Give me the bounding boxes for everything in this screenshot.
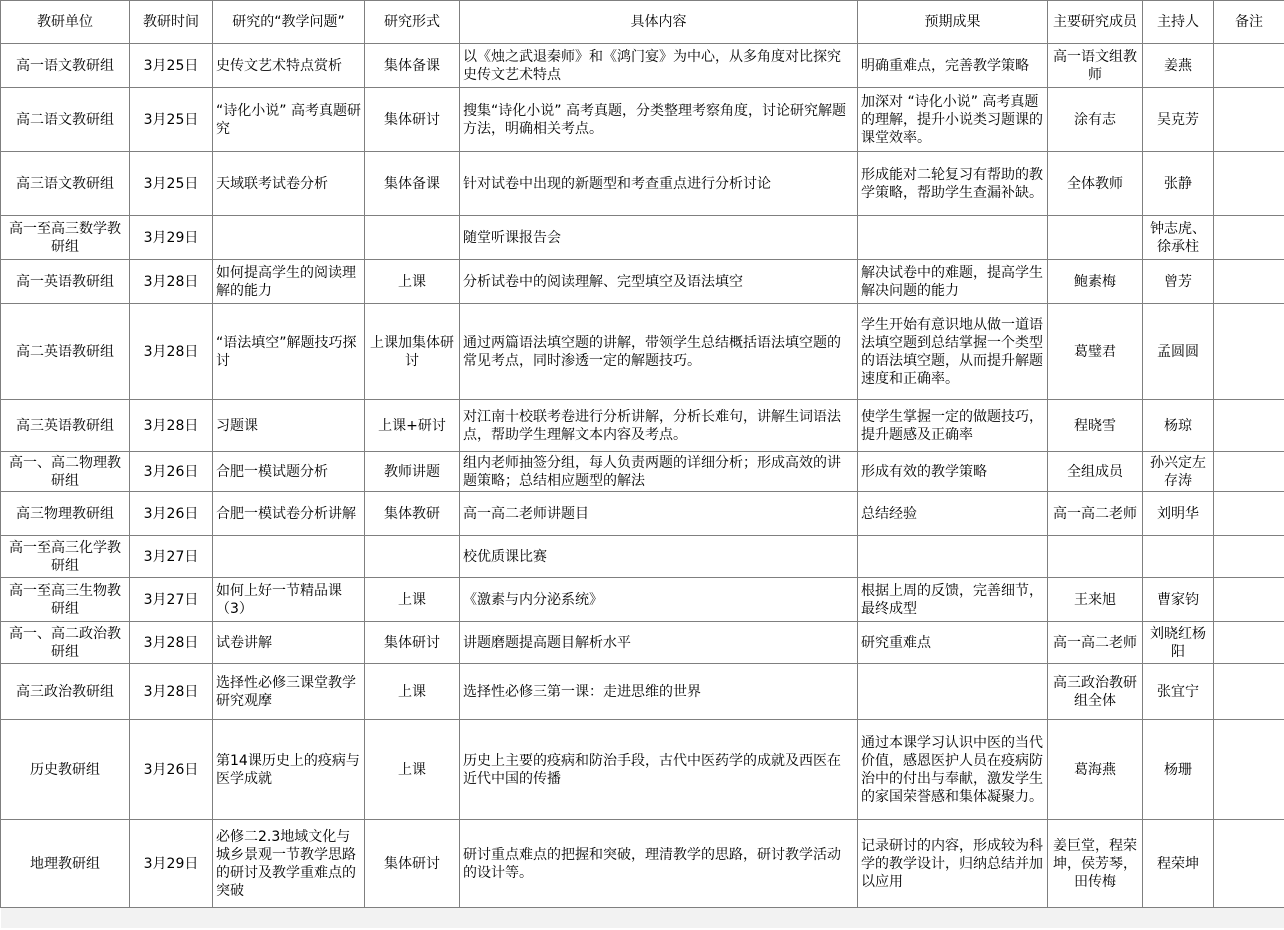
time-cell: 3月28日 [130, 664, 213, 720]
note-cell [1214, 304, 1284, 400]
header-content: 具体内容 [460, 1, 858, 44]
outcome-cell [858, 216, 1048, 260]
problem-cell: “诗化小说” 高考真题研究 [213, 88, 365, 152]
form-cell: 上课+研讨 [365, 400, 460, 452]
table-row [1, 622, 1284, 664]
unit-cell: 高一至高三化学教研组 [1, 536, 130, 578]
members-cell [1048, 216, 1143, 260]
problem-cell: 如何提高学生的阅读理解的能力 [213, 260, 365, 304]
table-row [1, 304, 1284, 400]
host-cell: 张静 [1143, 152, 1214, 216]
content-cell: 校优质课比赛 [460, 536, 858, 578]
note-cell [1214, 400, 1284, 452]
form-cell: 上课 [365, 720, 460, 820]
members-cell: 高一高二老师 [1048, 492, 1143, 536]
problem-cell: 如何上好一节精品课（3） [213, 578, 365, 622]
note-cell [1214, 664, 1284, 720]
form-cell: 集体备课 [365, 44, 460, 88]
content-cell: 历史上主要的疫病和防治手段，古代中医药学的成就及西医在近代中国的传播 [460, 720, 858, 820]
note-cell [1214, 492, 1284, 536]
form-cell: 集体教研 [365, 492, 460, 536]
content-cell: 高一高二老师讲题目 [460, 492, 858, 536]
form-cell: 集体备课 [365, 152, 460, 216]
members-cell: 涂有志 [1048, 88, 1143, 152]
note-cell [1214, 820, 1284, 908]
note-cell [1214, 536, 1284, 578]
form-cell [365, 536, 460, 578]
table-row [1, 216, 1284, 260]
header-outcome: 预期成果 [858, 1, 1048, 44]
note-cell [1214, 152, 1284, 216]
outcome-cell: 研究重难点 [858, 622, 1048, 664]
unit-cell: 高三英语教研组 [1, 400, 130, 452]
note-cell [1214, 260, 1284, 304]
unit-cell: 高三物理教研组 [1, 492, 130, 536]
members-cell: 高一高二老师 [1048, 622, 1143, 664]
content-cell: 随堂听课报告会 [460, 216, 858, 260]
time-cell: 3月29日 [130, 216, 213, 260]
problem-cell: 第14课历史上的疫病与医学成就 [213, 720, 365, 820]
host-cell: 杨珊 [1143, 720, 1214, 820]
header-members: 主要研究成员 [1048, 1, 1143, 44]
host-cell [1143, 536, 1214, 578]
content-cell: 组内老师抽签分组，每人负责两题的详细分析；形成高效的讲题策略；总结相应题型的解法 [460, 452, 858, 492]
outcome-cell: 形成有效的教学策略 [858, 452, 1048, 492]
time-cell: 3月25日 [130, 44, 213, 88]
time-cell: 3月28日 [130, 260, 213, 304]
note-cell [1214, 578, 1284, 622]
content-cell: 《激素与内分泌系统》 [460, 578, 858, 622]
host-cell: 吴克芳 [1143, 88, 1214, 152]
time-cell: 3月26日 [130, 492, 213, 536]
content-cell: 选择性必修三第一课：走进思维的世界 [460, 664, 858, 720]
unit-cell: 高一英语教研组 [1, 260, 130, 304]
table-row [1, 44, 1284, 88]
form-cell: 集体研讨 [365, 622, 460, 664]
note-cell [1214, 720, 1284, 820]
host-cell: 刘晓红杨阳 [1143, 622, 1214, 664]
table-row [1, 720, 1284, 820]
unit-cell: 地理教研组 [1, 820, 130, 908]
table-row [1, 664, 1284, 720]
unit-cell: 高一至高三生物教研组 [1, 578, 130, 622]
form-cell: 上课 [365, 260, 460, 304]
problem-cell: “语法填空”解题技巧探讨 [213, 304, 365, 400]
content-cell: 对江南十校联考卷进行分析讲解，分析长难句，讲解生词语法点，帮助学生理解文本内容及考点。 [460, 400, 858, 452]
time-cell: 3月26日 [130, 452, 213, 492]
header-unit: 教研单位 [1, 1, 130, 44]
table-row [1, 492, 1284, 536]
unit-cell: 历史教研组 [1, 720, 130, 820]
form-cell: 上课 [365, 664, 460, 720]
problem-cell: 合肥一模试题分析 [213, 452, 365, 492]
header-form: 研究形式 [365, 1, 460, 44]
time-cell: 3月25日 [130, 88, 213, 152]
problem-cell: 合肥一模试卷分析讲解 [213, 492, 365, 536]
host-cell: 刘明华 [1143, 492, 1214, 536]
host-cell: 姜燕 [1143, 44, 1214, 88]
outcome-cell: 记录研讨的内容，形成较为科学的教学设计，归纳总结并加以应用 [858, 820, 1048, 908]
form-cell: 上课加集体研讨 [365, 304, 460, 400]
members-cell: 葛璧君 [1048, 304, 1143, 400]
content-cell: 针对试卷中出现的新题型和考查重点进行分析讨论 [460, 152, 858, 216]
outcome-cell: 学生开始有意识地从做一道语法填空题到总结掌握一个类型的语法填空题，从而提升解题速度和正确率。 [858, 304, 1048, 400]
table-row [1, 578, 1284, 622]
problem-cell: 史传文艺术特点赏析 [213, 44, 365, 88]
problem-cell: 天域联考试卷分析 [213, 152, 365, 216]
problem-cell: 选择性必修三课堂教学研究观摩 [213, 664, 365, 720]
members-cell: 王来旭 [1048, 578, 1143, 622]
form-cell: 集体研讨 [365, 88, 460, 152]
members-cell: 高一语文组教师 [1048, 44, 1143, 88]
form-cell: 集体研讨 [365, 820, 460, 908]
host-cell: 张宜宁 [1143, 664, 1214, 720]
content-cell: 通过两篇语法填空题的讲解，带领学生总结概括语法填空题的常见考点，同时渗透一定的解题技巧。 [460, 304, 858, 400]
bottom-spacer-row [1, 908, 1284, 929]
unit-cell: 高一至高三数学教研组 [1, 216, 130, 260]
note-cell [1214, 452, 1284, 492]
outcome-cell: 解决试卷中的难题，提高学生解决问题的能力 [858, 260, 1048, 304]
members-cell: 鲍素梅 [1048, 260, 1143, 304]
members-cell: 高三政治教研组全体 [1048, 664, 1143, 720]
problem-cell [213, 216, 365, 260]
header-problem: 研究的“教学问题” [213, 1, 365, 44]
time-cell: 3月27日 [130, 536, 213, 578]
content-cell: 搜集“诗化小说” 高考真题，分类整理考察角度，讨论研究解题方法，明确相关考点。 [460, 88, 858, 152]
unit-cell: 高二语文教研组 [1, 88, 130, 152]
content-cell: 研讨重点难点的把握和突破，理清教学的思路，研讨教学活动的设计等。 [460, 820, 858, 908]
table-row [1, 260, 1284, 304]
time-cell: 3月25日 [130, 152, 213, 216]
time-cell: 3月26日 [130, 720, 213, 820]
outcome-cell: 加深对 “诗化小说” 高考真题的理解，提升小说类习题课的课堂效率。 [858, 88, 1048, 152]
form-cell: 上课 [365, 578, 460, 622]
problem-cell: 必修二2.3地域文化与城乡景观一节教学思路的研讨及教学重难点的突破 [213, 820, 365, 908]
outcome-cell: 使学生掌握一定的做题技巧，提升题感及正确率 [858, 400, 1048, 452]
outcome-cell [858, 536, 1048, 578]
table-row [1, 536, 1284, 578]
time-cell: 3月29日 [130, 820, 213, 908]
header-time: 教研时间 [130, 1, 213, 44]
outcome-cell: 总结经验 [858, 492, 1048, 536]
unit-cell: 高二英语教研组 [1, 304, 130, 400]
members-cell: 葛海燕 [1048, 720, 1143, 820]
time-cell: 3月28日 [130, 400, 213, 452]
time-cell: 3月28日 [130, 622, 213, 664]
note-cell [1214, 88, 1284, 152]
table-row [1, 820, 1284, 908]
bottom-spacer [1, 908, 1284, 929]
unit-cell: 高一、高二政治教研组 [1, 622, 130, 664]
note-cell [1214, 622, 1284, 664]
unit-cell: 高一、高二物理教研组 [1, 452, 130, 492]
header-note: 备注 [1214, 1, 1284, 44]
host-cell: 程荣坤 [1143, 820, 1214, 908]
note-cell [1214, 44, 1284, 88]
form-cell: 教师讲题 [365, 452, 460, 492]
unit-cell: 高三政治教研组 [1, 664, 130, 720]
outcome-cell [858, 664, 1048, 720]
content-cell: 分析试卷中的阅读理解、完型填空及语法填空 [460, 260, 858, 304]
header-host: 主持人 [1143, 1, 1214, 44]
table-row [1, 400, 1284, 452]
members-cell: 程晓雪 [1048, 400, 1143, 452]
unit-cell: 高一语文教研组 [1, 44, 130, 88]
content-cell: 以《烛之武退秦师》和《鸿门宴》为中心，从多角度对比探究史传文艺术特点 [460, 44, 858, 88]
members-cell: 全体教师 [1048, 152, 1143, 216]
problem-cell: 习题课 [213, 400, 365, 452]
problem-cell: 试卷讲解 [213, 622, 365, 664]
host-cell: 曾芳 [1143, 260, 1214, 304]
host-cell: 孟圆圆 [1143, 304, 1214, 400]
problem-cell [213, 536, 365, 578]
table-row [1, 152, 1284, 216]
content-cell: 讲题磨题提高题目解析水平 [460, 622, 858, 664]
time-cell: 3月28日 [130, 304, 213, 400]
host-cell: 曹家钧 [1143, 578, 1214, 622]
outcome-cell: 根据上周的反馈，完善细节，最终成型 [858, 578, 1048, 622]
members-cell: 姜巨堂，程荣坤，侯芳琴，田传梅 [1048, 820, 1143, 908]
outcome-cell: 明确重难点，完善教学策略 [858, 44, 1048, 88]
table-row [1, 88, 1284, 152]
table-row [1, 452, 1284, 492]
time-cell: 3月27日 [130, 578, 213, 622]
outcome-cell: 通过本课学习认识中医的当代价值，感恩医护人员在疫病防治中的付出与奉献，激发学生的家国荣誉感和集体凝聚力。 [858, 720, 1048, 820]
unit-cell: 高三语文教研组 [1, 152, 130, 216]
header-row [1, 1, 1284, 44]
host-cell: 杨琼 [1143, 400, 1214, 452]
form-cell [365, 216, 460, 260]
note-cell [1214, 216, 1284, 260]
members-cell: 全组成员 [1048, 452, 1143, 492]
host-cell: 孙兴定左存涛 [1143, 452, 1214, 492]
host-cell: 钟志虎、徐承柱 [1143, 216, 1214, 260]
outcome-cell: 形成能对二轮复习有帮助的教学策略，帮助学生查漏补缺。 [858, 152, 1048, 216]
members-cell [1048, 536, 1143, 578]
